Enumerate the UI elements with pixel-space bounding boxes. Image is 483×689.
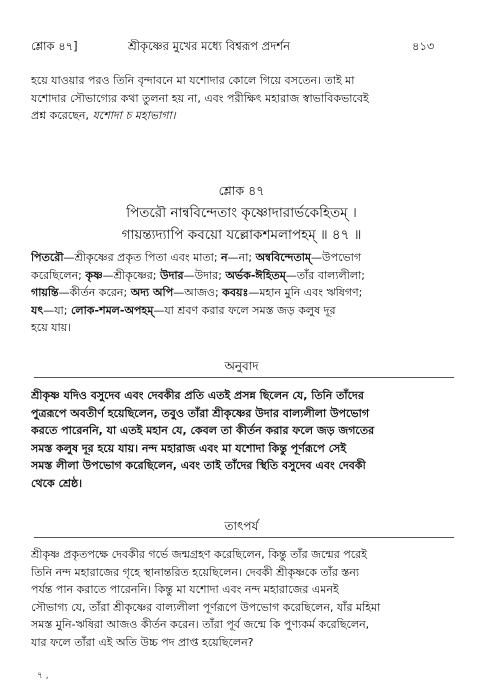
verse-line-2: গায়ন্ত্যদ্যাপি কবয়ো যল্লোকশমলাপহম্‌ ॥ ৪৭ ॥ bbox=[121, 227, 362, 243]
synonyms-paragraph bbox=[31, 249, 456, 337]
synonym-word: কৃষ্ণ bbox=[85, 268, 103, 282]
header-verse-ref: শ্লোক ৪৭] bbox=[31, 39, 78, 53]
synonym-word: কবয়ঃ bbox=[222, 286, 249, 300]
synonym-meaning: —উদার; bbox=[183, 268, 226, 282]
intro-paragraph bbox=[31, 72, 456, 125]
synonym-word: গায়ন্তি bbox=[31, 286, 59, 300]
synonym-word: যৎ bbox=[31, 303, 44, 317]
section-divider bbox=[34, 537, 454, 538]
synonym-meaning: —উপভোগ bbox=[311, 251, 362, 264]
purport-line: শ্রীকৃষ্ণ প্রকৃতপক্ষে দেবকীর গর্ভে জন্মগ্রহণ করেছিলেন, কিন্তু তাঁর জন্মের পরেই bbox=[31, 548, 367, 561]
intro-line: যশোদার সৌভাগ্যের কথা তুলনা হয় না, এবং পরীক্ষিৎ মহারাজ স্বাভাবিকভাবেই bbox=[31, 91, 369, 105]
synonym-meaning: করেছিলেন; bbox=[31, 268, 86, 282]
intro-line bbox=[31, 107, 456, 125]
synonym-word: ন bbox=[221, 251, 228, 264]
translation-line: থেকে শ্রেষ্ঠ। bbox=[31, 476, 83, 490]
synonym-meaning: —মহান মুনি এবং ঋষিগণ; bbox=[248, 286, 363, 300]
translation-heading: অনুবাদ bbox=[224, 359, 259, 373]
intro-line: হয়ে যাওয়ার পরও তিনি বৃন্দাবনে মা যশোদার কোলে গিয়ে বসতেন। তাই মা bbox=[31, 74, 355, 87]
synonym-word: পিতরৌ bbox=[31, 251, 64, 264]
synonym-meaning: —আজও; bbox=[173, 286, 223, 300]
synonym-meaning: —শ্রীকৃষ্ণের; bbox=[102, 268, 161, 282]
intro-quote: যশোদা চ মহাভাগা। bbox=[92, 109, 176, 123]
synonym-word: অদ্য অপি bbox=[130, 286, 174, 300]
purport-heading: তাৎপর্য bbox=[224, 519, 259, 533]
section-divider bbox=[34, 377, 454, 378]
synonyms-line bbox=[31, 267, 456, 285]
purport-line: যার ফলে তাঁরা এই অতি উচ্চ পদ প্রাপ্ত হয়েছিলেন? bbox=[31, 635, 254, 649]
synonym-meaning: —যা শ্রবণ করার ফলে সমস্ত জড় কলুষ দূর bbox=[153, 303, 336, 317]
purport-line: তিনি নন্দ মহারাজের গৃহে স্থানান্তরিত হয়েছিলেন। দেবকী শ্রীকৃষ্ণকে তাঁর স্তন্য bbox=[31, 565, 360, 579]
header-page-number: ৪১৩ bbox=[412, 39, 435, 53]
purport-paragraph bbox=[31, 546, 456, 652]
purport-line: সমস্ত মুনি-ঋষিরা আজও কীর্তন করেন। তাঁরা পূর্ব জন্মে কি পুণ্যকর্ম করেছিলেন, bbox=[31, 618, 370, 632]
synonyms-line bbox=[31, 302, 456, 320]
synonym-word: অর্ভক-ঈহিতম্‌ bbox=[225, 268, 286, 282]
intro-text: প্রশ্ন করেছেন, bbox=[31, 109, 93, 123]
purport-line: পর্যন্ত পান করাতে পারেননি। কিন্তু মা যশোদা এবং নন্দ মহারাজের এমনই bbox=[31, 583, 339, 597]
footer-mark: ৭ , bbox=[37, 671, 49, 681]
translation-line: সমস্ত লীলা উপভোগ করেছিলেন, এবং তাই তাঁদের স্থিতি বসুদেব এবং দেবকী bbox=[31, 459, 366, 473]
synonym-meaning: —শ্রীকৃষ্ণের প্রকৃত পিতা এবং মাতা; bbox=[63, 251, 222, 264]
verse-line-1: পিতরৌ নান্ববিন্দেতাং কৃষ্ণোদারার্ভকেহিতম্‌ । bbox=[126, 205, 357, 221]
synonyms-line: হয়ে যায়। bbox=[31, 321, 72, 335]
synonyms-line bbox=[31, 284, 456, 302]
translation-line: সমস্ত কলুষ দূর হয়ে যায়। নন্দ মহারাজ এবং মা যশোদা কিন্তু পূর্ণরূপে সেই bbox=[31, 441, 347, 455]
synonyms-line bbox=[31, 249, 456, 267]
synonym-word: উদার bbox=[160, 268, 184, 282]
synonym-word: অন্ববিন্দেতাম্‌ bbox=[255, 251, 312, 264]
synonym-word: লোক-শমল-অপহম্‌ bbox=[70, 303, 154, 317]
purport-line: সৌভাগ্য যে, তাঁরা শ্রীকৃষ্ণের বাল্যলীলা পূর্ণরূপে উপভোগ করেছিলেন, যাঁর মহিমা bbox=[31, 600, 381, 614]
synonym-meaning: —না; bbox=[227, 251, 256, 264]
header-chapter-title: শ্রীকৃষ্ণের মুখের মধ্যে বিশ্বরূপ প্রদর্শন bbox=[128, 39, 290, 53]
verse-title: শ্লোক ৪৭ bbox=[218, 183, 265, 198]
translation-line: করতে পারেননি, যা এতই মহান যে, কেবল তা কীর্তন করার ফলে জড় জগতের bbox=[31, 424, 375, 438]
synonym-meaning: —তাঁর বাল্যলীলা; bbox=[285, 268, 365, 282]
translation-line: পুত্ররূপে অবতীর্ণ হয়েছিলেন, তবুও তাঁরা শ্রীকৃষ্ণের উদার বাল্যলীলা উপভোগ bbox=[31, 406, 370, 420]
translation-paragraph bbox=[31, 387, 456, 493]
synonym-meaning: —কীর্তন করেন; bbox=[58, 286, 131, 300]
synonym-meaning: —যা; bbox=[43, 303, 71, 317]
translation-line: শ্রীকৃষ্ণ যদিও বসুদেব এবং দেবকীর প্রতি এতই প্রসন্ন ছিলেন যে, তিনি তাঁদের bbox=[31, 389, 364, 402]
